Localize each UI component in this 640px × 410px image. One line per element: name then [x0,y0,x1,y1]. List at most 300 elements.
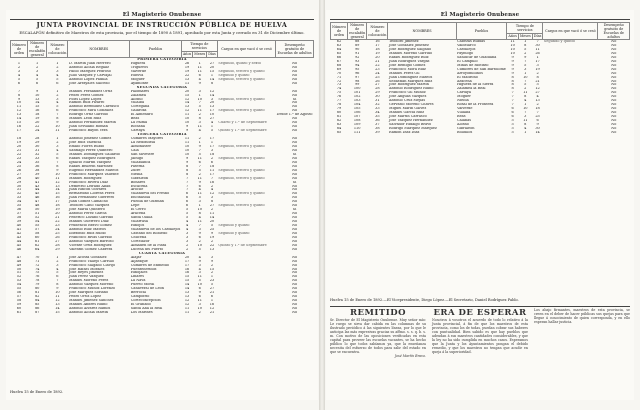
table-cell: 6 [198,73,201,77]
table-cell: 9 [198,81,201,85]
table-cell: Moguer [457,95,471,99]
article-remitido-text: Sr. Director de El Magisterio Onubense. Muy señor mío: Le ruego se sirva dar cabida en las columnas de su ilustrado periódico á las siguientes líneas, por lo que le anticipa las más expresivas gracias su affmo. s. s. q. b. s. m. Con motivo de las oposiciones verificadas en esta capital para proveer las escuelas vacantes, se ha hecho público lo que todos sabíamos ya, que la enseñanza necesita del esfuerzo de todos para salir del estado en que se encuentra. [330,318,426,354]
table-cell: 19 [535,67,540,71]
table-cell: 2 [210,156,214,160]
table-cell: Segundo, tercero y quinto [218,176,265,180]
table-cell: 5 [524,47,527,51]
table-cell: 7 [56,279,59,283]
table-cell: No [611,123,617,127]
table-cell: No [611,43,617,47]
table-cell: 9 [36,89,39,93]
table-cell: 72 [336,79,342,83]
table-cell: 3 [185,239,189,243]
article-era-de-esperar [432,308,528,354]
table-cell: No [291,172,298,176]
table-cell: 1 [210,299,214,303]
table-cell: No [291,89,298,93]
table-cell: Villarrasa [130,220,148,224]
table-cell: 15 [34,105,40,109]
table-cell: Juan Gómez Camacho [68,200,108,204]
table-cell: No [291,311,298,314]
table-header-left [11,41,314,58]
table-cell: No [291,125,298,129]
table-cell: Moguer [130,77,145,81]
table-cell: 9 [56,168,59,172]
table-cell: 4 [210,188,214,192]
table-cell: Segundo, tercero y quinto [218,156,265,160]
table-cell: D. Martín Juan Herrero [68,61,111,65]
table-cell: 96 [354,71,360,75]
table-cell: Bonares [130,180,146,184]
table-cell: 44 [34,188,40,192]
table-cell: Palomares [130,89,150,93]
table-cell: 29 [34,141,40,145]
table-cell: No [291,61,298,65]
table-cell: 6 [210,160,214,164]
table-cell: Beas [130,117,140,121]
table-cell: Segundo, tercero y quinto [218,168,265,172]
table-cell: 6 [198,160,201,164]
table-cell: 81 [34,291,40,295]
table-cell: 18 [34,113,40,117]
table-cell: Arroyomolinos [457,71,483,75]
table-cell: 11 [184,311,190,314]
header-row [11,41,314,52]
table-cell: 11 [197,220,202,224]
table-cell: 79 [34,283,40,287]
table-cell: 3 [198,227,201,231]
table-cell: 55 [34,224,40,228]
table-header-right [331,23,630,40]
table-cell: No [291,144,298,148]
table-cell: 16 [375,39,380,43]
table-cell: 7 [56,160,59,164]
table-cell: Cuarto y 1.º de Septiembre [218,121,267,125]
category-heading: CUARTA CATEGORÍA [138,251,186,255]
table-cell: 9 [185,156,189,160]
table-cell: 8 [56,164,59,168]
table-cell: 13 [34,97,40,101]
table-cell: 105 [353,107,361,111]
table-cell: Segundo, tercero y quinto [218,97,265,101]
table-cell: 93 [354,59,360,63]
table-cell: 5 [198,247,201,251]
column-header: Número de escalafón general [349,23,366,39]
category-heading: TERCERA CATEGORÍA [137,133,187,137]
table-cell: 4 [36,73,39,77]
table-cell: Manuel Fernández Ortiz [68,89,113,93]
table-cell: No [291,168,298,172]
table-cell: Demetrio Leirado Abad [68,184,111,188]
table-cell: 5 [198,279,201,283]
table-cell: Juan Pérez Vázquez [68,275,104,279]
table-cell: 13 [184,295,190,299]
table-cell: Paterna [130,164,145,168]
table-cell: No [291,176,298,180]
table-cell: Cabezas Rubias [457,39,486,43]
table-cell: 90 [354,47,360,51]
table-cell: 2 [17,65,21,69]
table-row [11,311,314,315]
table-cell: Sí [292,152,297,156]
table-cell: La Palma [130,121,148,125]
table-cell: No [611,59,617,63]
table-cell: 6 [536,119,539,123]
table-cell: No [291,73,298,77]
table-cell: 14 [209,93,215,97]
table-cell: 4 [524,99,527,103]
table-cell: Julio Vázquez y Carvajal [68,73,112,77]
table-cell: Francisco Mira González [68,109,114,113]
table-cell: 31 [16,188,22,192]
table-cell: 77 [336,99,342,103]
table-cell: 98 [354,79,360,83]
table-cell: 56 [16,291,22,295]
table-cell: 6 [185,196,189,200]
table-cell: 82 [34,295,40,299]
table-cell: 60 [34,235,40,239]
table-cell: Antonio Fernández Martín [68,121,116,125]
table-cell: 13 [55,184,60,188]
table-cell: Manuel Moreno Garrido [388,51,433,55]
table-cell: 8 [198,117,201,121]
header-row [331,23,630,34]
footer-signature-right: Huelva 15 de Enero de 1892.—El Vicepresidente, Diego López.—El Secretario, Daniel Rodríguez Pablo. [330,298,519,302]
table-cell: Jabugo [130,156,144,160]
table-cell: 27 [209,61,215,65]
table-cell: 57 [34,227,40,231]
table-cell: 21 [55,216,60,220]
table-cell: 53 [16,279,22,283]
table-cell: 11 [184,137,190,141]
table-cell: 41 [34,180,40,184]
table-cell: No [291,271,298,275]
table-cell: 18 [535,107,540,111]
footer-left: Huelva 15 de Enero de 1892. [10,390,64,394]
table-cell: 11 [197,275,202,279]
table-cell: No [611,75,617,79]
table-cell: Zufre [130,168,141,172]
table-cell: 29 [16,180,22,184]
table-cell: 9 [198,144,201,148]
table-cell: 23 [55,224,60,228]
table-cell: 17 [209,109,215,113]
table-cell: 8 [185,168,189,172]
table-cell: 12 [209,89,215,93]
table-cell: 84 [336,126,342,130]
table-cell: 2 [210,184,214,188]
table-cell: 32 [375,103,380,107]
table-cell: Cartaya [457,91,471,95]
table-cell: Antonio Vázquez Barroso [68,239,114,243]
table-cell: 44 [16,239,22,243]
table-cell: 6 [185,204,189,208]
table-cell: Alájar [130,255,142,259]
table-cell: 7 [185,180,189,184]
table-cell: 27 [375,83,380,87]
table-cell: 6 [511,115,514,119]
table-cell: 9 [210,231,214,235]
table-cell: 8 [524,123,527,127]
table-cell: No [291,279,298,283]
table-cell: 40 [16,224,22,228]
table-cell: 7 [511,95,514,99]
table-cell: 36 [375,119,380,123]
table-cell: Calañas [457,119,472,123]
table-cell: 4 [198,77,201,81]
table-cell: Minas de Riotinto [457,63,489,67]
table-cell: 6 [185,192,189,196]
rule [330,19,630,20]
table-cell: 3 [56,263,59,267]
table-cell: 79 [336,107,342,111]
table-cell: Cala [130,148,139,152]
table-body-left [11,58,314,315]
table-cell: 8 [185,164,189,168]
table-cell [543,131,598,135]
table-cell: Francisco Vallejo Carrillo [68,259,114,263]
table-cell: 101 [353,91,361,95]
table-cell: No [291,105,298,109]
table-cell: 64 [336,47,342,51]
table-cell: 2 [198,311,201,314]
table-cell: Niebla [130,172,143,176]
table-cell: Linares [130,275,145,279]
table-cell: 30 [535,43,540,47]
table-cell: 9 [198,231,201,235]
table-cell: 25 [209,227,215,231]
table-cell: 6 [198,235,201,239]
table-cell: Higuera de la Sierra [457,83,494,87]
table-cell: 6 [36,81,39,85]
table-cell: No [291,156,298,160]
table-cell: 10 [197,283,202,287]
table-cell: Sí [292,208,297,212]
table-cell: 2 [185,247,189,251]
table-cell: 22 [184,73,190,77]
table-cell: Ramón Díaz Díaz [388,130,420,134]
table-cell: Rociana [130,125,145,129]
table-cell: No [291,188,298,192]
table-cell: 14 [184,283,190,287]
table-cell: Villanueva de los Castillejos [130,227,181,231]
table-cell: 10 [184,144,190,148]
table-cell: No [291,287,298,291]
table-cell: 88 [354,39,360,43]
table-cell: 31 [34,148,40,152]
table-cell: 3 [524,67,527,71]
article-remitido-title: REMITIDO [349,308,406,318]
table-cell: Emilio Flores Rubio [68,144,105,148]
table-cell: 2 [56,141,59,145]
table-row [331,131,630,135]
table-cell: Manuel León Ruíz [68,117,102,121]
table-cell: Quinto y 1.º de Septiembre [218,129,267,133]
table-cell: 6 [198,287,201,291]
table-cell: Francisco Gil Muñoz [388,91,426,95]
table-cell: 28 [55,243,60,247]
table-cell: Escacena [130,184,148,188]
table-cell: 13 [209,105,215,109]
table-cell: 11 [197,176,202,180]
table-cell: 22 [209,243,215,247]
table-cell: No [291,204,298,208]
column-header: Número de escalafón general [29,41,46,57]
table-cell: Segundo y quinto [218,224,250,228]
table-cell: José Martín Carrasco [388,115,427,119]
table-cell: 5 [524,63,527,67]
table-cell: 5 [198,105,201,109]
table-cell: Segundo y quinto [543,39,576,43]
table-cell: 2 [198,113,201,117]
table-cell: 75 [34,271,40,275]
table-cell: 8 [198,212,201,216]
table-cell: 21 [375,59,380,63]
table-cell: 9 [536,123,539,127]
table-cell: 16 [16,125,22,129]
table-cell: 25 [535,115,540,119]
table-cell: 38 [375,126,380,130]
table-cell: 5 [198,152,201,156]
table-cell: 7 [524,111,527,115]
table-cell: 7 [198,224,201,228]
table-cell: 73 [336,83,342,87]
table-cell: 11 [209,212,215,216]
table-cell: 1 [56,61,59,65]
table-cell: 35 [34,160,40,164]
table-cell: Francisco Márquez Valiente [68,172,119,176]
table-cell: 9 [511,67,514,71]
table-cell: 11 [535,47,540,51]
table-cell: 8 [511,79,514,83]
table-cell: 48 [34,204,40,208]
column-header: Cargos en que vacó ó se cesó [217,41,275,58]
table-cell: 7 [185,188,189,192]
table-cell: 9 [198,291,201,295]
table-cell: 12 [184,97,190,101]
table-cell: 7 [198,164,201,168]
table-cell: No [291,255,298,259]
table-cell: Pablo Márquez Pedroso [68,69,111,73]
table-cell: Prudencio Bravo Gómez [68,224,112,228]
table-cell: No [611,51,617,55]
table-cell: 6 [511,107,514,111]
table-cell: Puerto Moral [130,283,155,287]
table-cell: 3 [210,97,214,101]
table-cell: 7 [56,113,59,117]
table-cell: 9 [511,55,514,59]
table-cell: Francisco Bayón Vera [68,129,108,133]
table-cell: 15 [209,69,215,73]
table-cell: 11 [55,295,60,299]
table-cell: 1 [210,141,214,145]
table-cell: 1 [524,39,527,43]
table-cell: 27 [535,91,540,95]
table-cell: Valverde [457,107,473,111]
table-cell: 30 [16,184,22,188]
table-cell: 11 [55,129,60,133]
table-cell: 10 [510,43,515,47]
table-cell: No [611,130,617,134]
table-cell: No [291,121,298,125]
table-cell: 8 [524,43,527,47]
table-cell: No [611,91,617,95]
table-cell: José Márquez Soriano [68,291,109,295]
table-cell: No [291,200,298,204]
table-cell: 74 [34,267,40,271]
table-cell: Zalamea [130,93,146,97]
table-cell: 11 [510,39,515,43]
table-cell: 64 [34,247,40,251]
table-cell: 2 [56,93,59,97]
table-cell: 14 [55,188,60,192]
table-cell: 100 [353,87,361,91]
table-cell: La Redondela [130,141,156,145]
table-cell: 3 [210,196,214,200]
table-cell: No [291,243,298,247]
table-cell: 8 [56,117,59,121]
table-cell: 78 [336,103,342,107]
table-cell: 1 [524,130,527,134]
table-cell: No [611,111,617,115]
table-cell: No [611,47,617,51]
table-cell: 45 [34,192,40,196]
table-cell: 4 [198,129,201,133]
table-cell: 17 [16,129,22,133]
table-cell: Los Marines [130,311,153,314]
table-cell: 21 [535,79,540,83]
table-cell: 6 [56,275,59,279]
table-cell: 7 [511,99,514,103]
table-cell: 5 [56,152,59,156]
table-cell: Ildefonso Ruíz Rubio [68,231,106,235]
table-cell: 5 [36,77,39,81]
table-cell: Antonio Jiménez Gómez [68,137,112,141]
table-cell: No [291,259,298,263]
table-cell: 3 [524,115,527,119]
table-cell: 38 [34,168,40,172]
table-cell: 2 [210,239,214,243]
table-cell: 32 [16,192,22,196]
table-cell: 66 [336,55,342,59]
table-cell: 32 [34,152,40,156]
table-cell: 15 [184,275,190,279]
table-cell: Cumbres de San Bartolomé [457,67,506,71]
table-cell: Rodrigo Ortiz Garrido [68,113,108,117]
table-cell: 11 [197,65,202,69]
table-cell: Quinto y 1.º de Septiembre [218,243,267,247]
table-cell: 60 [16,307,22,311]
table-cell: 7 [198,101,201,105]
column-header: Pueblos [456,23,507,40]
table-cell: 28 [16,176,22,180]
table-cell: Juan Rodríguez Vargas [388,59,430,63]
table-cell: 11 [184,81,190,85]
table-cell: 28 [34,137,40,141]
table-cell: 85 [34,303,40,307]
table-cell: Rafael Rodríguez Ruíz [388,55,429,59]
table-cell: No [291,299,298,303]
table-cell: Almonaster [130,144,152,148]
table-cell: 13 [184,105,190,109]
table-cell: 5 [56,105,59,109]
table-cell: 5 [185,208,189,212]
table-cell: Sebastián Márquez Ruíz [388,79,433,83]
table-cell: 84 [34,299,40,303]
table-cell: 3 [198,303,201,307]
table-cell: No [291,148,298,152]
table-cell: Beas [457,115,466,119]
